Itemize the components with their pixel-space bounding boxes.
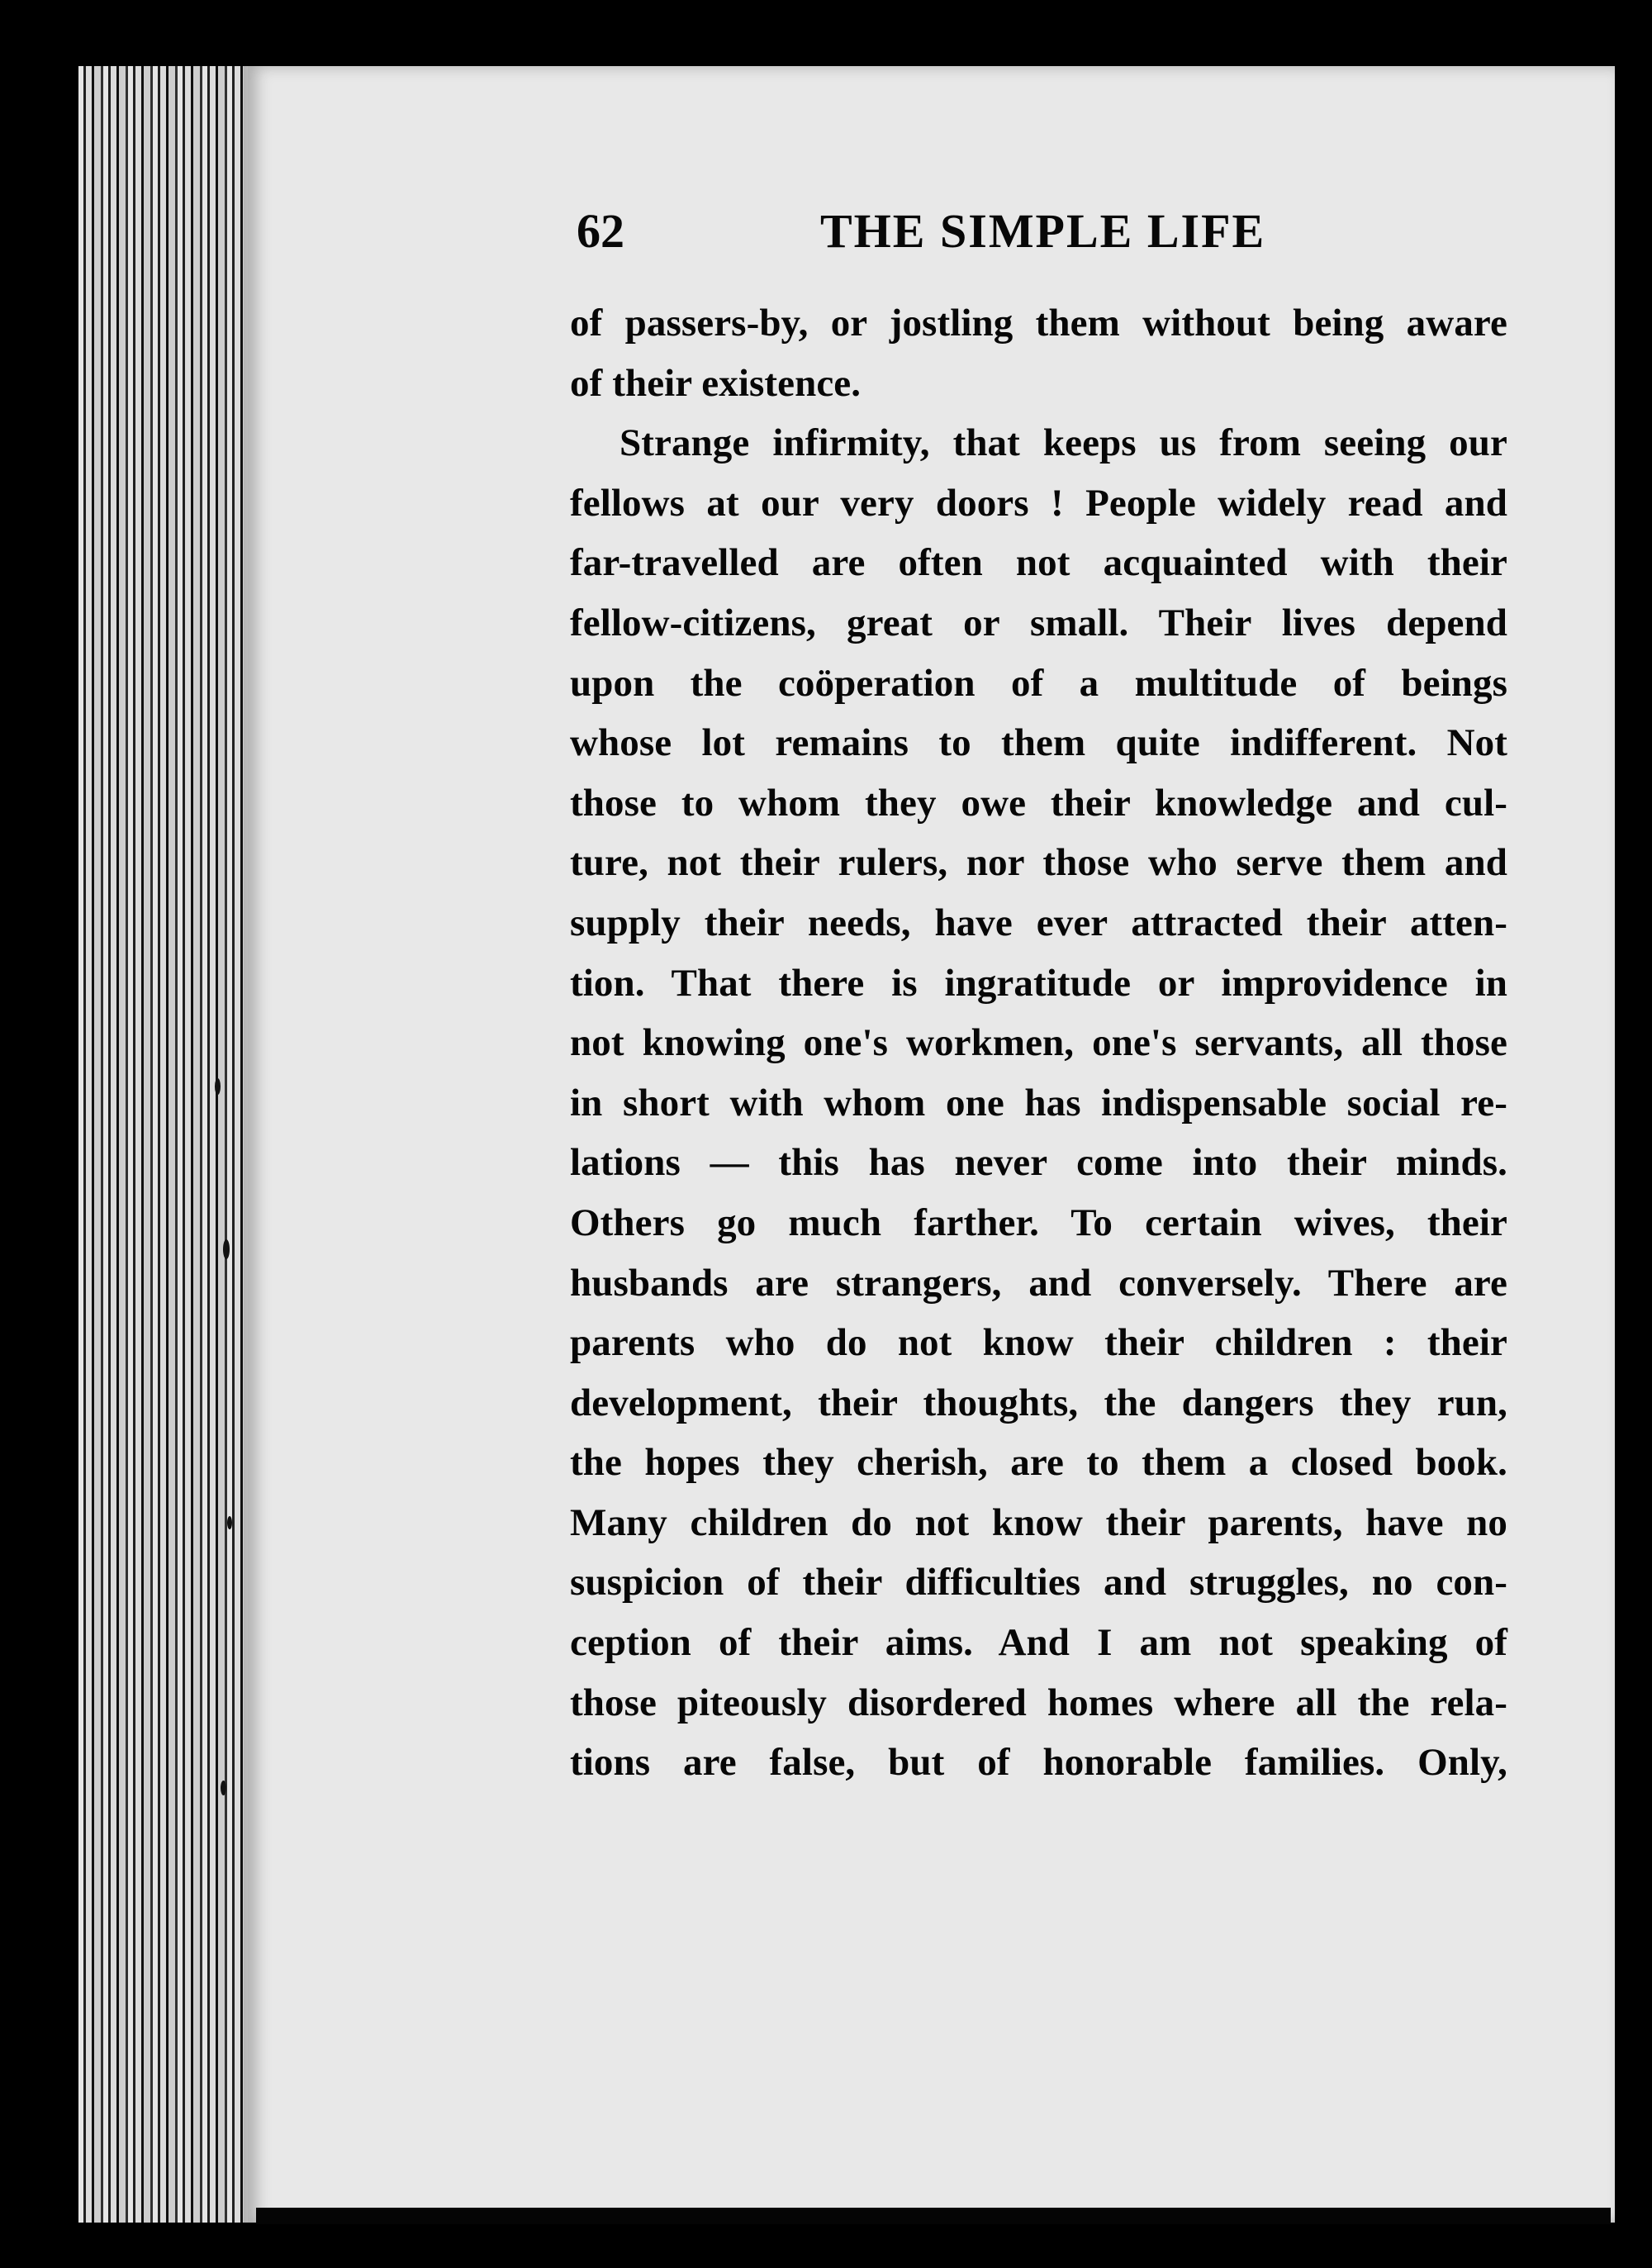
text-line: ception of their aims. And I am not speaking of: [570, 1621, 1507, 1665]
scan-speck: [215, 1078, 221, 1095]
text-line: those to whom they owe their knowledge and cul-: [570, 781, 1507, 825]
scan-speck: [223, 1239, 230, 1259]
text-line: parents who do not know their children : their: [570, 1321, 1507, 1365]
text-line: husbands are strangers, and conversely. There are: [570, 1261, 1507, 1305]
body-text: [570, 293, 1507, 1793]
text-line: Strange infirmity, that keeps us from seeing our: [620, 421, 1507, 465]
text-line: in short with whom one has indispensable social re-: [570, 1081, 1507, 1124]
text-line: supply their needs, have ever attracted their atten-: [570, 901, 1507, 944]
text-line: of passers-by, or jostling them without being aware: [570, 302, 1507, 345]
text-line: fellow-citizens, great or small. Their lives depend: [570, 601, 1507, 644]
page-number: 62: [577, 204, 624, 258]
text-line: development, their thoughts, the dangers they run,: [570, 1381, 1507, 1424]
scan-speck: [227, 1516, 232, 1529]
text-line: suspicion of their difficulties and struggles, no con-: [570, 1561, 1507, 1605]
scan-speck: [221, 1781, 226, 1795]
text-line: whose lot remains to them quite indifferent. Not: [570, 721, 1507, 765]
text-line: tion. That there is ingratitude or improvidence in: [570, 961, 1507, 1005]
text-line: those piteously disordered homes where all the rela-: [570, 1681, 1507, 1724]
text-line: not knowing one's workmen, one's servants, all those: [570, 1021, 1507, 1065]
text-line: upon the coöperation of a multitude of beings: [570, 661, 1507, 705]
page-title: THE SIMPLE LIFE: [820, 204, 1266, 258]
running-head: [577, 202, 1498, 269]
book-page-edges: [78, 66, 268, 2223]
bottom-shadow: [256, 2208, 1611, 2224]
text-line: the hopes they cherish, are to them a closed book.: [570, 1441, 1507, 1485]
text-line: far-travelled are often not acquainted with their: [570, 541, 1507, 585]
text-line: lations — this has never come into their minds.: [570, 1141, 1507, 1185]
text-line: Others go much farther. To certain wives, their: [570, 1201, 1507, 1244]
text-line: ture, not their rulers, nor those who serve them and: [570, 841, 1507, 885]
text-line: of their existence.: [570, 361, 862, 405]
text-line: Many children do not know their parents, have no: [570, 1500, 1507, 1544]
text-line: fellows at our very doors ! People widely read and: [570, 481, 1507, 525]
text-line: tions are false, but of honorable families. Only,: [570, 1741, 1507, 1785]
